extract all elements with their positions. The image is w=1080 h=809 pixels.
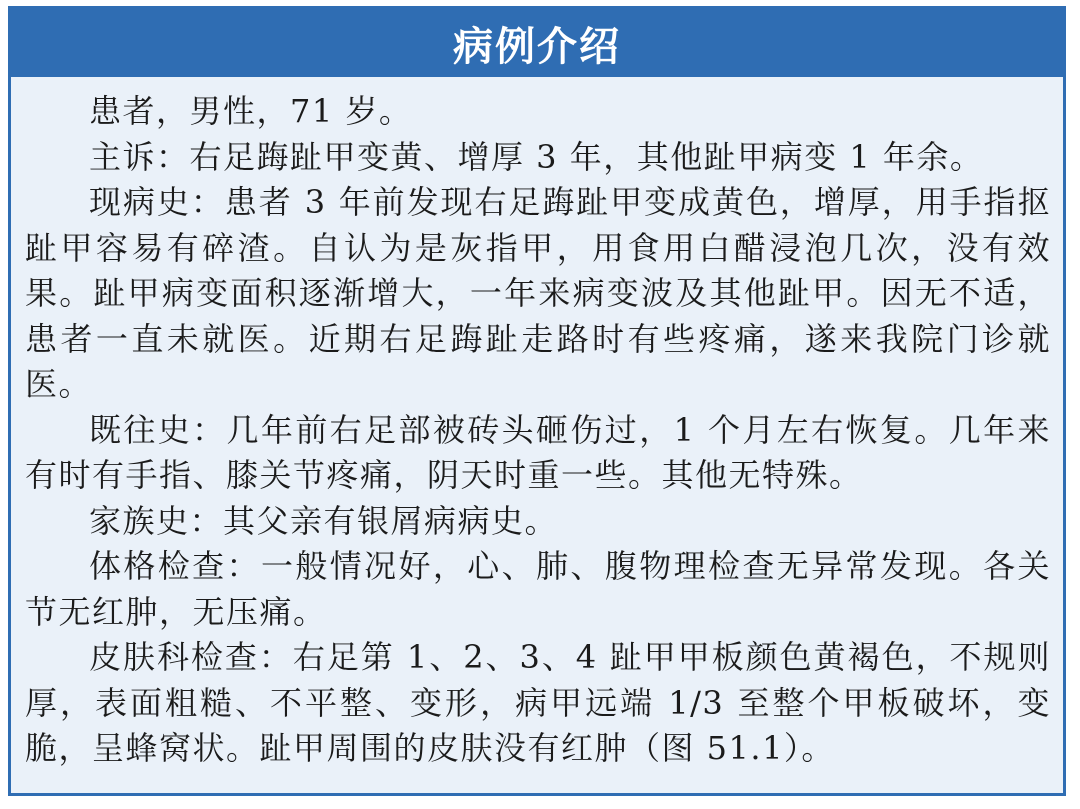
patient-info-paragraph: 患者，男性，71 岁。 bbox=[89, 92, 413, 130]
case-intro-header bbox=[11, 9, 1063, 77]
chief-complaint-paragraph: 主诉：右足踇趾甲变黄、增厚 3 年，其他趾甲病变 1 年余。 bbox=[89, 137, 984, 176]
physical-exam-paragraph: 体格检查：一般情况好，心、肺、腹物理检查无异常发现。各关节无红肿，无压痛。 bbox=[25, 547, 1051, 631]
section-title: 病例介绍 bbox=[453, 23, 621, 70]
case-intro-card bbox=[8, 6, 1066, 796]
dermatology-exam-paragraph: 皮肤科检查：右足第 1、2、3、4 趾甲甲板颜色黄褐色，不规则厚，表面粗糙、不平整、变形，病甲远端 1/3 至整个甲板破坏，变脆，呈蜂窝状。趾甲周围的皮肤没有红肿（图 51.1）。 bbox=[25, 638, 1051, 767]
past-history-paragraph: 既往史：几年前右足部被砖头砸伤过，1 个月左右恢复。几年来有时有手指、膝关节疼痛，阴天时重一些。其他无特殊。 bbox=[25, 410, 1051, 494]
case-intro-body bbox=[11, 77, 1063, 772]
family-history-paragraph: 家族史：其父亲有银屑病病史。 bbox=[89, 501, 559, 540]
present-illness-paragraph: 现病史：患者 3 年前发现右足踇趾甲变成黄色，增厚，用手指抠趾甲容易有碎渣。自认为是灰指甲，用食用白醋浸泡几次，没有效果。趾甲病变面积逐渐增大，一年来病变波及其他趾甲。因无不适，患者一直未就医。近期右足踇趾走路时有些疼痛，遂来我院门诊就医。 bbox=[25, 183, 1051, 403]
